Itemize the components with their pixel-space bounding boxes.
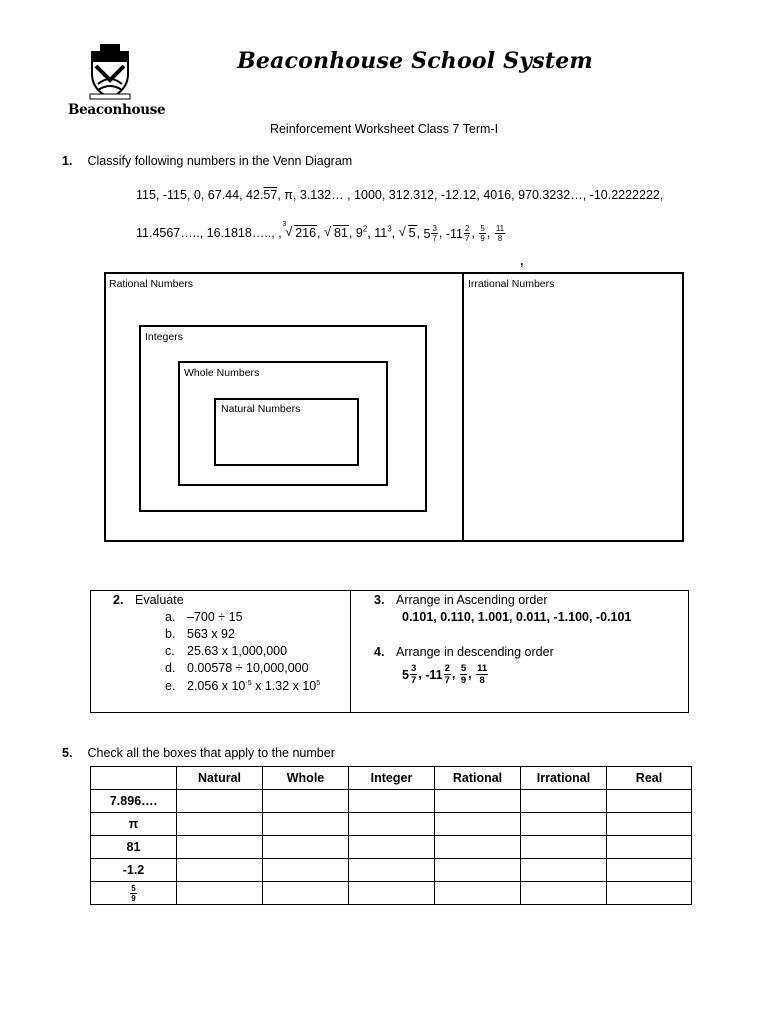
table-row [91, 790, 692, 813]
fraction: $\frac{5}{9}$ [480, 224, 485, 243]
checkbox-cell[interactable] [349, 836, 435, 859]
checkbox-cell[interactable] [607, 790, 692, 813]
table-row [91, 882, 692, 905]
checkbox-cell[interactable] [435, 790, 521, 813]
integers-label: Integers [145, 331, 183, 343]
row-header: $\frac{5}{9}$ [91, 882, 177, 905]
checkbox-cell[interactable] [263, 836, 349, 859]
worksheet-subtitle: Reinforcement Worksheet Class 7 Term-I [269, 122, 499, 136]
checkbox-cell[interactable] [177, 813, 263, 836]
question-number: 1. [62, 154, 73, 168]
questions-2-to-4-box [90, 590, 689, 713]
q2-item-d: d. 0.00578 ÷ 10,000,000 [165, 661, 309, 675]
checkbox-cell[interactable] [263, 882, 349, 905]
checkbox-cell[interactable] [521, 813, 607, 836]
irrational-numbers-label: Irrational Numbers [468, 278, 555, 290]
row-header: 81 [91, 836, 177, 859]
number-list-line-1: 115, -115, 0, 67.44, 42.57, π, 3.132… , 1000, 312.312, -12.12, 4016, 970.3232…, -10.2222222, [136, 188, 664, 202]
corner-cell [91, 767, 177, 790]
question-3-title: 3. Arrange in Ascending order [374, 593, 548, 607]
natural-numbers-label: Natural Numbers [221, 403, 301, 415]
descending-values: 5 $\frac{3}{7}$ , -11 $\frac{2}{7}$ , $\frac{5}{9}$ , $\frac{11}{8}$ [402, 663, 488, 686]
checkbox-cell[interactable] [349, 790, 435, 813]
row-header: π [91, 813, 177, 836]
question-2-title: 2. Evaluate [113, 593, 184, 607]
checkbox-cell[interactable] [349, 859, 435, 882]
checkbox-cell[interactable] [521, 790, 607, 813]
checkbox-cell[interactable] [607, 859, 692, 882]
checkbox-cell[interactable] [177, 882, 263, 905]
logo-wordmark: Beaconhouse [68, 102, 166, 118]
question-text: Check all the boxes that apply to the number [87, 746, 335, 760]
checkbox-cell[interactable] [607, 813, 692, 836]
checkbox-cell[interactable] [435, 859, 521, 882]
checkbox-cell[interactable] [349, 882, 435, 905]
checkbox-cell[interactable] [607, 836, 692, 859]
table-row [91, 813, 692, 836]
table-header-row [91, 767, 692, 790]
venn-divider [462, 272, 464, 542]
column-header: Integer [349, 767, 435, 790]
cube-root: 3 √ 216 [282, 220, 317, 240]
rational-numbers-label: Rational Numbers [109, 278, 194, 290]
checkbox-cell[interactable] [263, 859, 349, 882]
question-5: 5. Check all the boxes that apply to the number [62, 746, 335, 760]
crest-icon [86, 44, 134, 100]
row-header: 7.896…. [91, 790, 177, 813]
number-list-line-2: 11.4567….., 16.1818….., , 3 √ 216, √ 81, $9^2$, $11^3$, √ 5, 5 $\frac{3}{7}$ , -11 $\frac{2}{7}$ , $\frac{5}{9}$ , $\frac{11}{8}$ [136, 220, 505, 243]
ascending-values: 0.101, 0.110, 1.001, 0.011, -1.100, -0.101 [402, 610, 632, 624]
q2-item-e: e. 2.056 x $10^{-5}$ x 1.32 x $10^5$ [165, 679, 321, 693]
column-header: Real [607, 767, 692, 790]
row-header: -1.2 [91, 859, 177, 882]
repeating-digits: 57 [263, 188, 278, 202]
checkbox-cell[interactable] [177, 790, 263, 813]
checkbox-cell[interactable] [607, 882, 692, 905]
school-title: Beaconhouse School System [237, 48, 593, 74]
column-header: Natural [177, 767, 263, 790]
checkbox-cell[interactable] [177, 836, 263, 859]
checkbox-cell[interactable] [521, 882, 607, 905]
column-header: Irrational [521, 767, 607, 790]
classification-table [90, 766, 692, 905]
checkbox-cell[interactable] [263, 813, 349, 836]
mixed-fraction: -11 $\frac{2}{7}$ [445, 224, 470, 243]
checkbox-cell[interactable] [435, 836, 521, 859]
stray-mark: , [520, 254, 524, 268]
square-root-5: √ 5 [398, 223, 416, 240]
q2-item-b: b. 563 x 92 [165, 627, 235, 641]
checkbox-cell[interactable] [263, 790, 349, 813]
fraction: $\frac{11}{8}$ [495, 224, 505, 243]
table-row [91, 859, 692, 882]
school-logo [68, 44, 166, 118]
mixed-fraction: 5 $\frac{3}{7}$ [423, 224, 437, 243]
question-4-title: 4. Arrange in descending order [374, 645, 554, 659]
checkbox-cell[interactable] [521, 859, 607, 882]
question-text: Classify following numbers in the Venn Diagram [87, 154, 353, 168]
q2-item-c: c. 25.63 x 1,000,000 [165, 644, 288, 658]
checkbox-cell[interactable] [177, 859, 263, 882]
column-header: Whole [263, 767, 349, 790]
question-1 [62, 154, 352, 168]
questions-box-divider [350, 590, 351, 713]
square-root-81: √ 81 [324, 223, 348, 240]
whole-numbers-label: Whole Numbers [184, 367, 260, 379]
q2-item-a: a. –700 ÷ 15 [165, 610, 243, 624]
checkbox-cell[interactable] [521, 836, 607, 859]
table-row [91, 836, 692, 859]
checkbox-cell[interactable] [435, 882, 521, 905]
column-header: Rational [435, 767, 521, 790]
checkbox-cell[interactable] [435, 813, 521, 836]
checkbox-cell[interactable] [349, 813, 435, 836]
